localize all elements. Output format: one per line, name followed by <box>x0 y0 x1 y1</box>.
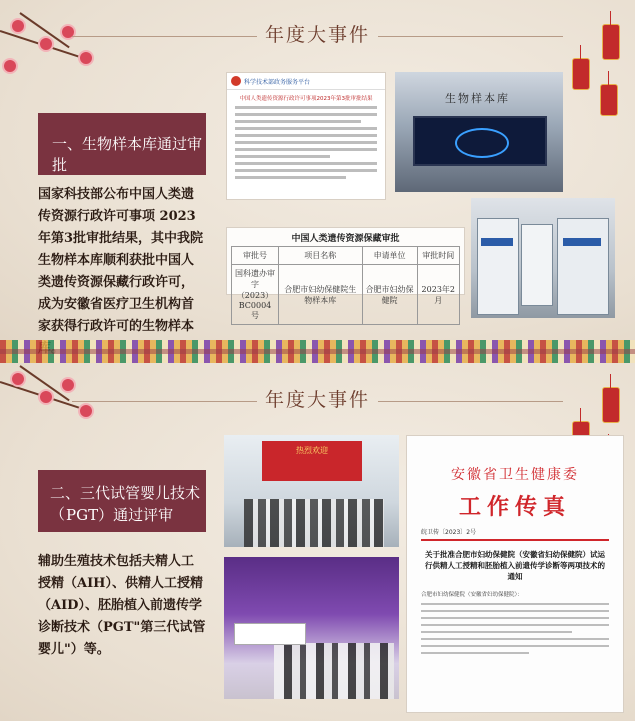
section-heading: 一、生物样本库通过审批 <box>38 113 206 175</box>
section-paragraph: 辅助生殖技术包括夫精人工授精（AIH）、供精人工授精（AID）、胚胎植入前遗传学诊断技术（PGT"第三代试管婴儿"）等。 <box>38 554 206 657</box>
panel-biobank <box>0 0 635 340</box>
group-photo-reception <box>224 435 399 547</box>
table-cell: 国科遗办审字（2023）BC0004号 <box>232 265 279 325</box>
freezer-room-photo <box>471 198 615 318</box>
group-photo-clinic <box>224 557 399 699</box>
document-agency: 安徽省卫生健康委 <box>451 467 579 483</box>
table-header: 审批号 <box>232 247 279 265</box>
biobank-room-photo <box>395 72 563 192</box>
section-title: 年度大事件 <box>0 20 635 47</box>
table-header: 项目名称 <box>279 247 363 265</box>
plum-blossom <box>4 60 16 72</box>
approval-webpage-screenshot <box>226 72 386 200</box>
lantern-icon <box>572 58 590 90</box>
document-type: 工作传真 <box>458 494 571 520</box>
national-emblem-icon <box>231 76 241 86</box>
approval-table <box>226 227 465 320</box>
fax-document <box>406 435 624 713</box>
plum-blossom <box>12 373 24 385</box>
table-title: 中国人类遗传资源保藏审批 <box>291 234 400 244</box>
panel-pgt <box>0 363 635 721</box>
table-cell: 合肥市妇幼保健院生物样本库 <box>279 265 363 325</box>
section-title: 年度大事件 <box>0 385 635 412</box>
document-recipient: 合肥市妇幼保健院（安徽省妇幼保健院）： <box>421 592 523 598</box>
welcome-banner: 热烈欢迎 <box>262 441 362 481</box>
lantern-icon <box>600 84 618 116</box>
table-header: 审批时间 <box>417 247 459 265</box>
decorative-band <box>0 340 635 363</box>
webpage-title: 中国人类遗传资源行政许可事项2023年第3批审批结果 <box>239 96 373 102</box>
section-heading: 二、三代试管婴儿技术（ PGT）通过评审 <box>38 470 206 532</box>
document-number: 皖卫传〔2023〕2号 <box>421 527 609 541</box>
table-header: 申请单位 <box>362 247 417 265</box>
display-screen <box>413 116 547 166</box>
section-paragraph: 国家科技部公布中国人类遗传资源行政许可事项 2023年第3批审批结果，其中我院生物样本库顺利获批中国人类遗传资源保藏行政许可，成为安徽省医疗卫生机构首家获得行政许可的生物样本 <box>38 187 204 334</box>
plum-blossom <box>80 52 92 64</box>
site-header: 科学技术部政务服务平台 <box>244 78 311 86</box>
room-sign: 生物样本库 <box>445 92 510 105</box>
document-title: 关于批准合肥市妇幼保健院（安徽省妇幼保健院）试运行供精人工授精和胚胎植入前遗传学诊断等两项技术的通知 <box>425 550 605 581</box>
table-cell: 合肥市妇幼保健院 <box>362 265 417 325</box>
table-cell: 2023年2月 <box>417 265 459 325</box>
